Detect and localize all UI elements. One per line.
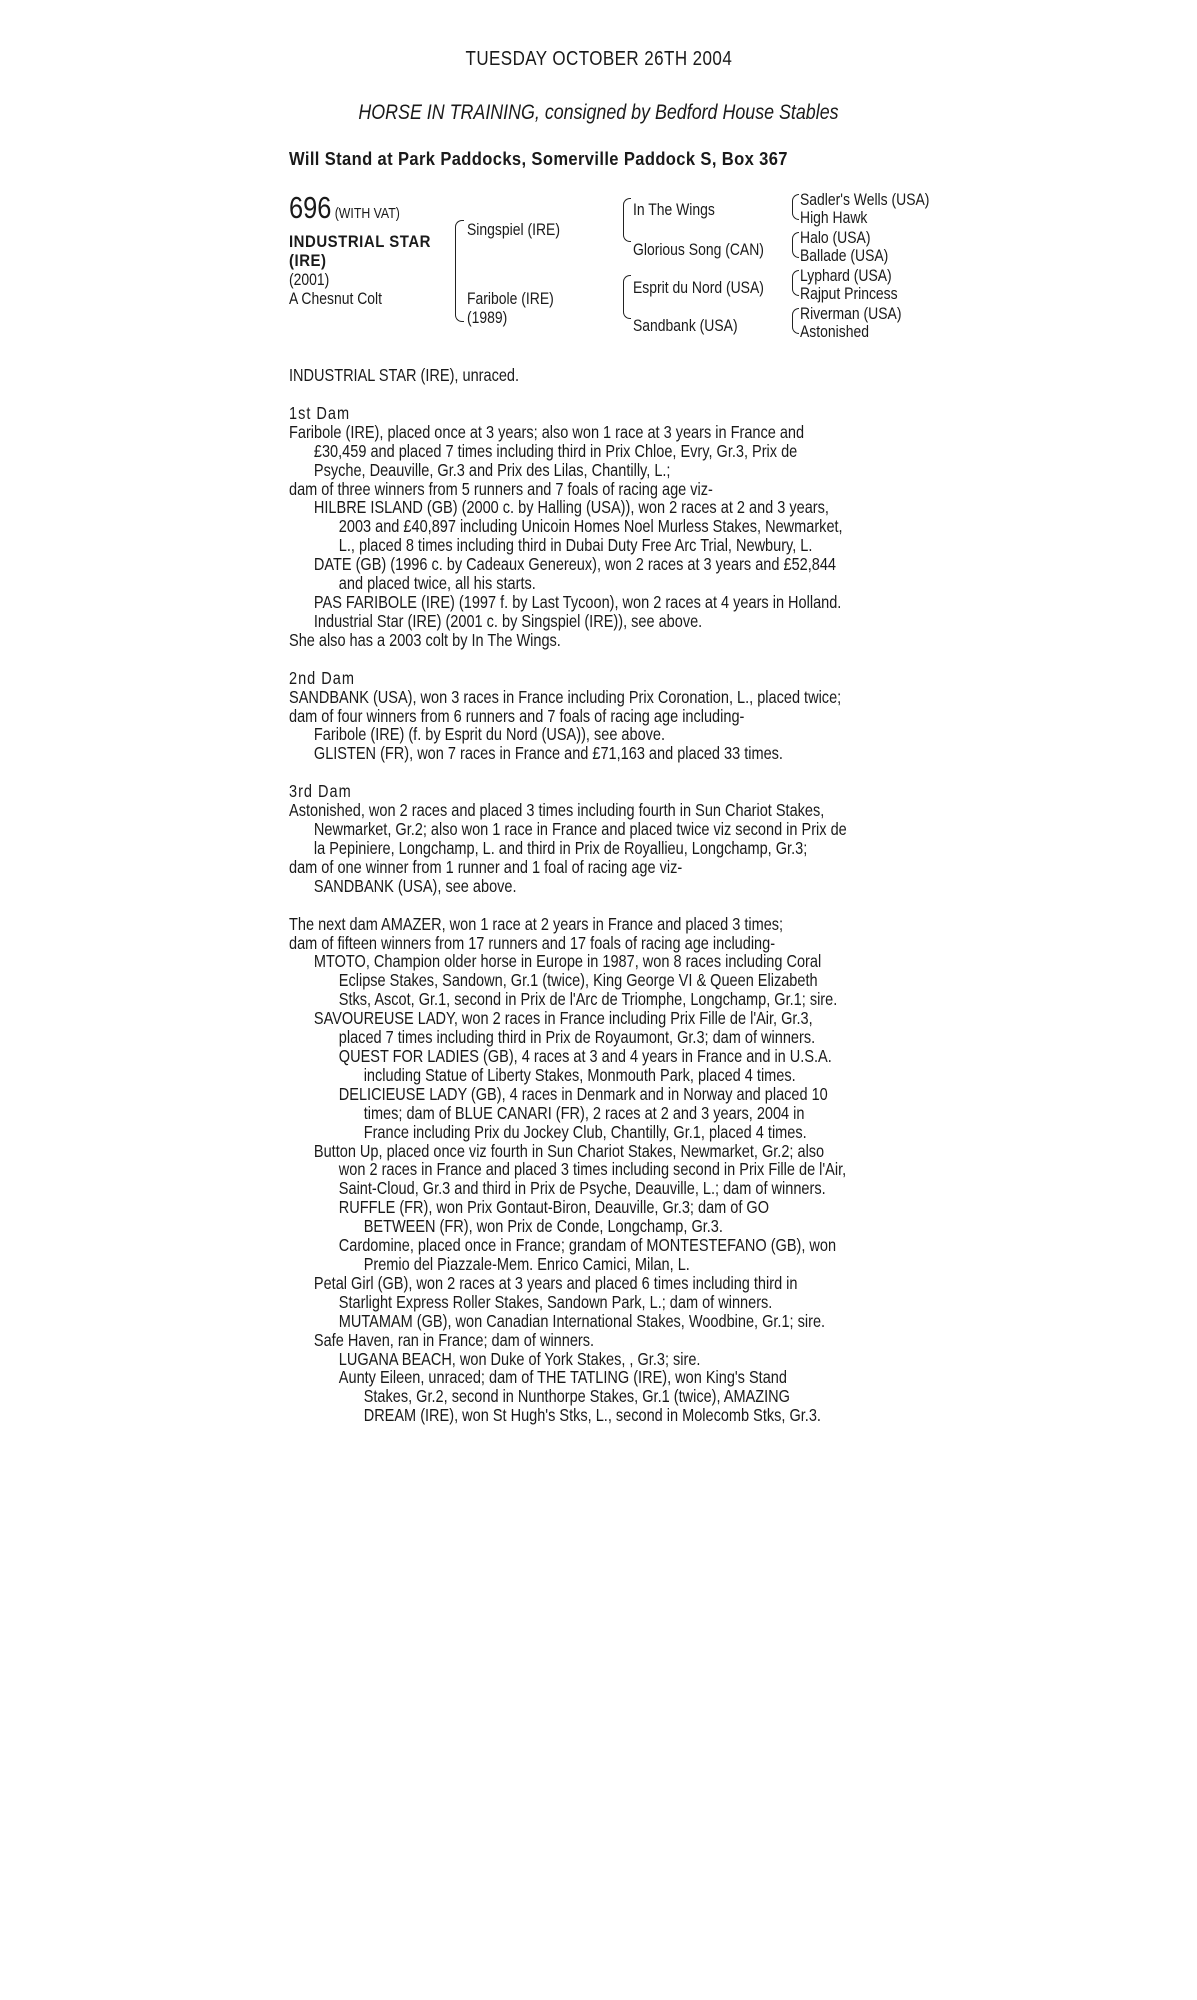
first-dam-line: £30,459 and placed 7 times including third in Prix Chloe, Evry, Gr.3, Prix de [313, 440, 798, 461]
next-dam-line: MTOTO, Champion older horse in Europe in 1987, won 8 races including Coral [313, 951, 822, 972]
next-dam-line: Button Up, placed once viz fourth in Sun Chariot Stakes, Newmarket, Gr.2; also [313, 1140, 825, 1161]
next-dam-line: BETWEEN (FR), won Prix de Conde, Longchamp, Gr.3. [363, 1216, 723, 1237]
next-dam-line: Starlight Express Roller Stakes, Sandown Park, L.; dam of winners. [338, 1291, 773, 1312]
next-dam-line: including Statue of Liberty Stakes, Monmouth Park, placed 4 times. [363, 1064, 796, 1085]
second-dam-line: dam of four winners from 6 runners and 7 foals of racing age including- [289, 705, 745, 726]
ancestor-4: Ballade (USA) [800, 246, 889, 265]
first-dam-line: HILBRE ISLAND (GB) (2000 c. by Halling (USA)), won 2 races at 2 and 3 years, [313, 497, 829, 518]
next-dam-line: SAVOUREUSE LADY, won 2 races in France including Prix Fille de l'Air, Gr.3, [313, 1008, 813, 1029]
next-dam-line: times; dam of BLUE CANARI (FR), 2 races at 2 and 3 years, 2004 in [363, 1102, 805, 1123]
first-dam-line: Industrial Star (IRE) (2001 c. by Singspiel (IRE)), see above. [313, 610, 703, 631]
ancestor-7: Riverman (USA) [800, 304, 902, 323]
next-dam-line: won 2 races in France and placed 3 times including second in Prix Fille de l'Air, [338, 1159, 847, 1180]
first-dam-line: DATE (GB) (1996 c. by Cadeaux Genereux), won 2 races at 3 years and £52,844 [313, 554, 837, 575]
next-dam-line: Eclipse Stakes, Sandown, Gr.1 (twice), King George VI & Queen Elizabeth [338, 970, 818, 991]
pedigree-brace [792, 194, 799, 220]
consignment-line: HORSE IN TRAINING, consigned by Bedford House Stables [358, 101, 839, 124]
dam-sire: Esprit du Nord (USA) [633, 278, 764, 297]
third-dam-line: SANDBANK (USA), see above. [313, 875, 517, 896]
pedigree-block [289, 190, 1009, 355]
lot-number: 696 (WITH VAT) [289, 190, 400, 225]
next-dam-line: Stakes, Gr.2, second in Nunthorpe Stakes, Gr.1 (twice), AMAZING [363, 1386, 790, 1407]
third-dam-heading: 3rd Dam [289, 781, 352, 802]
next-dam-line: Aunty Eileen, unraced; dam of THE TATLING (IRE), won King's Stand [338, 1367, 787, 1388]
sire-sire: In The Wings [633, 200, 715, 219]
next-dam-line: France including Prix du Jockey Club, Chantilly, Gr.1, placed 4 times. [363, 1121, 807, 1142]
first-dam-line: Faribole (IRE), placed once at 3 years; also won 1 race at 3 years in France and [289, 421, 805, 442]
ancestor-2: High Hawk [800, 208, 868, 227]
dam: Faribole (IRE) [467, 289, 554, 308]
second-dam-line: GLISTEN (FR), won 7 races in France and £71,163 and placed 33 times. [313, 743, 783, 764]
next-dam-line: Cardomine, placed once in France; grandam of MONTESTEFANO (GB), won [338, 1235, 837, 1256]
third-dam-line: la Pepiniere, Longchamp, L. and third in Prix de Royallieu, Longchamp, Gr.3; [313, 837, 808, 858]
first-dam-heading: 1st Dam [289, 402, 351, 423]
stand-location: Will Stand at Park Paddocks, Somerville Paddock S, Box 367 [289, 149, 788, 169]
pedigree-brace [792, 308, 799, 334]
second-dam-line: Faribole (IRE) (f. by Esprit du Nord (USA)), see above. [313, 724, 666, 745]
next-dam-line: dam of fifteen winners from 17 runners and 17 foals of racing age including- [289, 932, 776, 953]
dam-dam: Sandbank (USA) [633, 316, 738, 335]
ancestor-3: Halo (USA) [800, 228, 871, 247]
ancestor-8: Astonished [800, 322, 869, 341]
sire-dam: Glorious Song (CAN) [633, 240, 764, 259]
next-dam-line: RUFFLE (FR), won Prix Gontaut-Biron, Deauville, Gr.3; dam of GO [338, 1197, 770, 1218]
next-dam-line: DREAM (IRE), won St Hugh's Stks, L., second in Molecomb Stks, Gr.3. [363, 1405, 821, 1426]
next-dam-line: The next dam AMAZER, won 1 race at 2 years in France and placed 3 times; [289, 913, 784, 934]
pedigree-brace [792, 232, 799, 258]
first-dam-line: dam of three winners from 5 runners and 7 foals of racing age viz- [289, 478, 713, 499]
ancestor-6: Rajput Princess [800, 284, 898, 303]
pedigree-notes [289, 366, 1179, 1425]
first-dam-line: She also has a 2003 colt by In The Wings. [289, 629, 561, 650]
next-dam-line: Premio del Piazzale-Mem. Enrico Camici, Milan, L. [363, 1253, 690, 1274]
pedigree-brace [455, 220, 464, 322]
third-dam-line: dam of one winner from 1 runner and 1 foal of racing age viz- [289, 856, 683, 877]
next-dam-line: QUEST FOR LADIES (GB), 4 races at 3 and 4 years in France and in U.S.A. [338, 1046, 832, 1066]
dam-year: (1989) [467, 308, 508, 327]
third-dam-line: Astonished, won 2 races and placed 3 times including fourth in Sun Chariot Stakes, [289, 800, 825, 821]
next-dam-line: DELICIEUSE LADY (GB), 4 races in Denmark and in Norway and placed 10 [338, 1083, 828, 1104]
first-dam-line: Psyche, Deauville, Gr.3 and Prix des Lilas, Chantilly, L.; [313, 459, 671, 480]
next-dam-line: MUTAMAM (GB), won Canadian International Stakes, Woodbine, Gr.1; sire. [338, 1310, 826, 1331]
first-dam-line: and placed twice, all his starts. [338, 573, 536, 594]
pedigree-brace [792, 270, 799, 296]
next-dam-line: Saint-Cloud, Gr.3 and third in Prix de Psyche, Deauville, L.; dam of winners. [338, 1178, 826, 1199]
horse-name: INDUSTRIAL STAR (IRE) [289, 232, 432, 270]
foaling-year: (2001) [289, 270, 330, 289]
first-dam-line: 2003 and £40,897 including Unicoin Homes Noel Murless Stakes, Newmarket, [338, 516, 843, 537]
ancestor-1: Sadler's Wells (USA) [800, 190, 930, 209]
horse-description: A Chesnut Colt [289, 289, 382, 308]
second-dam-line: SANDBANK (USA), won 3 races in France including Prix Coronation, L., placed twice; [289, 686, 842, 707]
next-dam-line: Safe Haven, ran in France; dam of winners. [313, 1329, 595, 1350]
first-dam-line: L., placed 8 times including third in Dubai Duty Free Arc Trial, Newbury, L. [338, 535, 813, 556]
horse-details [289, 270, 402, 308]
pedigree-brace [623, 275, 631, 319]
intro-line: INDUSTRIAL STAR (IRE), unraced. [289, 365, 520, 385]
next-dam-line: Petal Girl (GB), won 2 races at 3 years and placed 6 times including third in [313, 1272, 798, 1293]
sale-date: TUESDAY OCTOBER 26TH 2004 [465, 48, 732, 70]
next-dam-line: Stks, Ascot, Gr.1, second in Prix de l'Arc de Triomphe, Longchamp, Gr.1; sire. [338, 989, 838, 1010]
sire: Singspiel (IRE) [467, 220, 560, 239]
next-dam-line: LUGANA BEACH, won Duke of York Stakes, , Gr.3; sire. [338, 1348, 701, 1369]
pedigree-brace [623, 198, 631, 242]
ancestor-5: Lyphard (USA) [800, 266, 892, 285]
first-dam-line: PAS FARIBOLE (IRE) (1997 f. by Last Tycoon), won 2 races at 4 years in Holland. [313, 591, 842, 612]
third-dam-line: Newmarket, Gr.2; also won 1 race in France and placed twice viz second in Prix de [313, 819, 847, 840]
second-dam-heading: 2nd Dam [289, 667, 355, 688]
next-dam-line: placed 7 times including third in Prix de Royaumont, Gr.3; dam of winners. [338, 1027, 816, 1048]
